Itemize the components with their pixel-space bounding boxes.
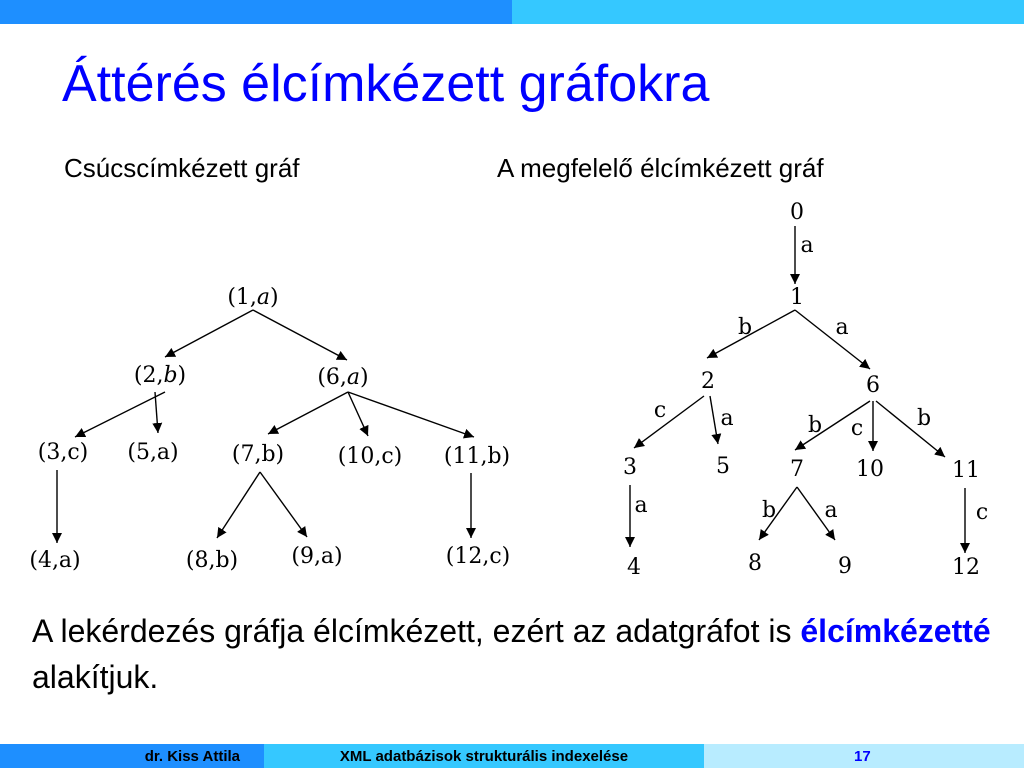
- node-1-label: 1: [790, 285, 804, 310]
- node-9-label: 9: [838, 554, 852, 579]
- slide-footer: [0, 744, 1024, 768]
- explanation-part-1: A lekérdezés gráfja élcímkézett, ezért az adatgráfot is: [32, 613, 801, 649]
- node-4-label: 4: [627, 555, 641, 580]
- edge-1-6-label: a: [835, 315, 849, 340]
- node-1-label: (1,a): [227, 285, 279, 310]
- node-0-label: 0: [790, 200, 804, 225]
- explanation-part-2: alakítjuk.: [32, 659, 159, 695]
- edge-11-12-label: c: [975, 500, 989, 525]
- node-10-label: 10: [856, 457, 884, 482]
- edge-6-7-label: b: [807, 413, 823, 438]
- edge-7-8-label: b: [761, 498, 777, 523]
- node-12-label: (12,c): [445, 544, 511, 569]
- footer-course-title: XML adatbázisok strukturális indexelése: [264, 744, 704, 768]
- node-12-label: 12: [952, 555, 980, 580]
- node-6-label: 6: [866, 373, 880, 398]
- node-10-label: (10,c): [337, 444, 403, 469]
- edge-2-3-label: c: [653, 398, 667, 423]
- node-3-label: 3: [623, 455, 637, 480]
- edge-6-11: [876, 401, 945, 457]
- node-11-label: (11,b): [443, 444, 511, 469]
- edge-2-5: [710, 396, 718, 444]
- node-5-label: 5: [716, 454, 730, 479]
- node-8-label: 8: [748, 551, 762, 576]
- node-6-label: (6,a): [317, 365, 369, 390]
- edge-1-6: [795, 310, 870, 369]
- edge-0-1-label: a: [800, 233, 814, 258]
- node-5-label: (5,a): [127, 440, 179, 465]
- edge-3-4-label: a: [634, 493, 648, 518]
- edge-2-5-label: a: [720, 406, 734, 431]
- node-7-label: 7: [790, 457, 804, 482]
- node-7-label: (7,b): [231, 442, 285, 467]
- node-2-label: (2,b): [133, 363, 187, 388]
- edge-1-2-label: b: [737, 315, 753, 340]
- explanation-text: [32, 608, 1012, 700]
- explanation-emphasis: élcímkézetté: [800, 613, 991, 649]
- left-graph-caption: Csúcscímkézett gráf: [64, 153, 300, 183]
- edge-6-10-label: c: [850, 416, 864, 441]
- footer-author: dr. Kiss Attila: [0, 744, 264, 768]
- node-8-label: (8,b): [185, 548, 239, 573]
- node-9-label: (9,a): [291, 544, 343, 569]
- node-3-label: (3,c): [37, 440, 89, 465]
- slide-title: Áttérés élcímkézett gráfokra: [62, 55, 710, 113]
- edge-7-9-label: a: [824, 498, 838, 523]
- edge-2-3: [634, 396, 704, 448]
- node-4-label: (4,a): [29, 548, 81, 573]
- right-graph-caption: A megfelelő élcímkézett gráf: [497, 153, 824, 183]
- footer-page-number: 17: [704, 744, 1024, 768]
- edge-6-11-label: b: [916, 406, 932, 431]
- node-2-label: 2: [701, 369, 715, 394]
- node-11-label: 11: [952, 458, 980, 483]
